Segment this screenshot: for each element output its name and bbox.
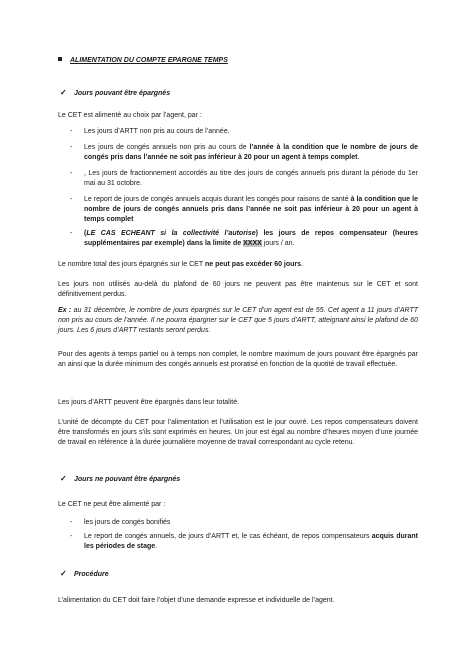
list-item: - , Les jours de fractionnement accordés au titre des jours de congés annuels pris durant la période du 1er mai au 31 octobre. xyxy=(70,170,418,187)
list-item: - (LE CAS ECHEANT si la collectivité l’autorise) les jours de repos compensateur (heures supplémentaires par exemple) dans la limite de XXXX jours / an. xyxy=(70,230,418,247)
bullet-square-icon xyxy=(58,57,62,61)
highlighted-placeholder: XXXX xyxy=(243,240,262,247)
paragraph-procedure: L’alimentation du CET doit faire l’objet d’une demande expresse et individuelle de l’agent. xyxy=(58,597,335,604)
list-item: - Les jours d’ARTT non pris au cours de l’année. xyxy=(70,128,230,135)
list-item: - Le report de congés annuels, de jours d’ARTT et, le cas échéant, de repos compensateurs acquis durant les périodes de stage. xyxy=(70,533,418,550)
paragraph-jours-perdus: Les jours non utilisés au-delà du plafond de 60 jours ne peuvent pas être maintenus sur le CET et sont définitivement perdus. xyxy=(58,281,418,298)
dash-bullet: - xyxy=(70,144,73,151)
example-paragraph: Ex : au 31 décembre, le nombre de jours épargnés sur le CET d’un agent est de 55. Cet agent a 11 jours d’ARTT non pris au cours de l’année. Il ne pourra épargner sur le CET que 5 jours d’ARTT, atteignant ainsi le plafond de 60 jours. Les 6 jours d’ARTT restants seront perdus. xyxy=(58,307,418,334)
list-item: - Le report de jours de congés annuels acquis durant les congés pour raisons de santé à la condition que le nombre de jours de congés annuels pris dans l’année ne soit pas inférieur à 20 pour un agent à temps complet xyxy=(70,196,418,223)
dash-bullet: - xyxy=(70,533,73,540)
paragraph-temps-partiel: Pour des agents à temps partiel ou à temps non complet, le nombre maximum de jours pouvant être épargnés par an ainsi que la durée minimum des congés annuels est proratisé en fonction de la quotité de travail effectuée. xyxy=(58,351,418,368)
checkmark-icon: ✓ xyxy=(60,474,67,483)
dash-bullet: - xyxy=(70,128,73,135)
subheading-jours-non-epargnes: ✓ Jours ne pouvant être épargnés xyxy=(60,474,181,483)
list-item: - les jours de congés bonifiés xyxy=(70,519,171,526)
intro-paragraph: Le CET est alimenté au choix par l’agent, par : xyxy=(58,112,202,119)
list-item: - Les jours de congés annuels non pris au cours de l’année à la condition que le nombre de jours de congés pris dans l’année ne soit pas inférieur à 20 pour un agent à temps complet. xyxy=(70,144,418,161)
paragraph-artt: Les jours d’ARTT peuvent être épargnés dans leur totalité. xyxy=(58,399,240,406)
intro-paragraph-2: Le CET ne peut être alimenté par : xyxy=(58,501,166,508)
paragraph-unite-decompte: L’unité de décompte du CET pour l’alimentation et l’utilisation est le jour ouvré. Les repos compensateurs doivent être transformés en jours s’ils sont exprimés en heures. Un jour est égal au nombre d’heures moyen d’une journée de travail en référence à la durée journalière moyenne de travail correspondant au cycle retenu. xyxy=(58,419,418,446)
section-title: ALIMENTATION DU COMPTE EPARGNE TEMPS xyxy=(70,57,228,64)
paragraph-plafond: Le nombre total des jours épargnés sur le CET ne peut pas excéder 60 jours. xyxy=(58,261,304,268)
dash-bullet: - xyxy=(70,196,73,203)
section-heading xyxy=(58,56,228,66)
dash-bullet: - xyxy=(70,230,73,237)
subheading-procedure: ✓ Procédure xyxy=(60,569,109,578)
checkmark-icon: ✓ xyxy=(60,88,67,97)
dash-bullet: - xyxy=(70,170,73,177)
subheading-jours-epargnes: ✓ Jours pouvant être épargnés xyxy=(60,88,171,97)
checkmark-icon: ✓ xyxy=(60,569,67,578)
dash-bullet: - xyxy=(70,519,73,526)
